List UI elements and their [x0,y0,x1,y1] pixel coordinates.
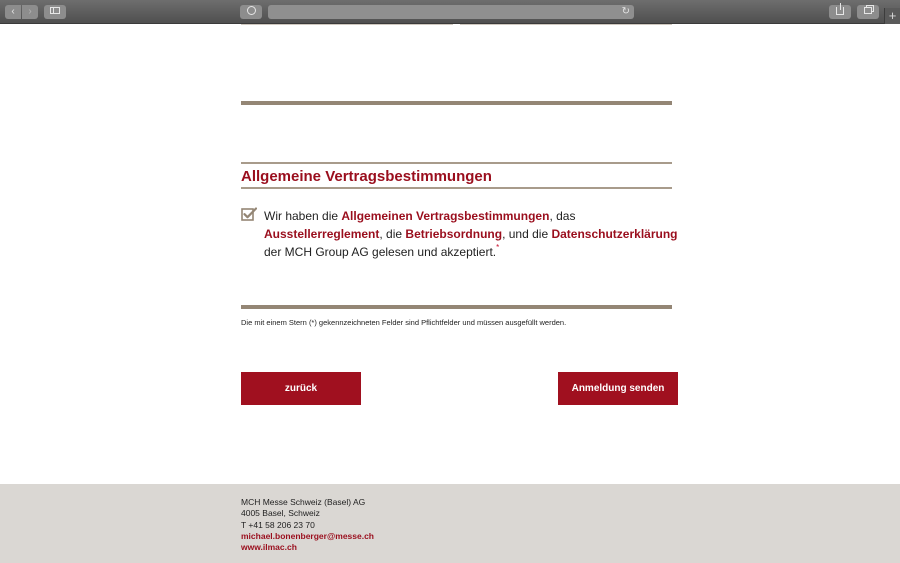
checkbox-checked-icon[interactable] [241,207,257,221]
terms-text-segment: , das [549,209,576,223]
terms-text-segment: , und die [502,227,552,241]
sidebar-toggle-button[interactable] [44,5,66,19]
footer-website-link[interactable]: www.ilmac.ch [241,542,297,553]
privacy-report-button[interactable] [240,5,262,19]
section-title-rule-bottom [241,187,672,189]
top-field-underlines [241,24,672,26]
terms-text-segment: Wir haben die [264,209,342,223]
tab-overview-icon [864,7,872,14]
tab-overview-button[interactable] [857,5,879,19]
footer-company: MCH Messe Schweiz (Basel) AG [241,497,366,507]
field-underline [460,24,672,25]
section-divider [241,101,672,105]
sidebar-icon [50,7,60,14]
link-general-terms[interactable]: Allgemeinen Vertragsbestimmungen [341,209,550,223]
section-divider [241,305,672,309]
privacy-report-icon [247,6,256,15]
address-bar[interactable] [268,5,634,19]
footer-phone: T +41 58 206 23 70 [241,519,315,530]
share-icon [836,7,844,15]
section-title: Allgemeine Vertragsbestimmungen [241,168,492,185]
terms-text-segment: , die [379,227,406,241]
submit-registration-button[interactable]: Anmeldung senden [558,372,678,405]
contact-block [241,497,374,553]
field-underline [241,24,453,25]
required-fields-note: Die mit einem Stern (*) gekennzeichneten Felder sind Pflichtfelder und müssen ausgefüllt werden. [241,318,567,327]
share-button[interactable] [829,5,851,19]
footer-email-link[interactable]: michael.bonenberger@messe.ch [241,530,375,541]
section-title-rule-top [241,162,672,164]
reload-icon[interactable]: ↻ [621,6,630,17]
link-exhibitor-rules[interactable]: Ausstellerreglement [264,227,380,241]
link-operating-rules[interactable]: Betriebsordnung [405,227,503,241]
chevron-right-icon[interactable]: › [22,5,38,19]
browser-toolbar [0,0,900,24]
footer-address: 4005 Basel, Schweiz [241,508,320,519]
plus-icon[interactable]: + [884,8,900,24]
page-footer [0,484,900,563]
chevron-left-icon[interactable]: ‹ [5,5,21,19]
terms-text-segment: der MCH Group AG gelesen und akzeptiert. [264,245,497,259]
required-marker: * [496,243,500,252]
terms-acceptance-text [264,207,679,261]
link-privacy-policy[interactable]: Datenschutzerklärung [551,227,678,241]
back-button[interactable]: zurück [241,372,361,405]
